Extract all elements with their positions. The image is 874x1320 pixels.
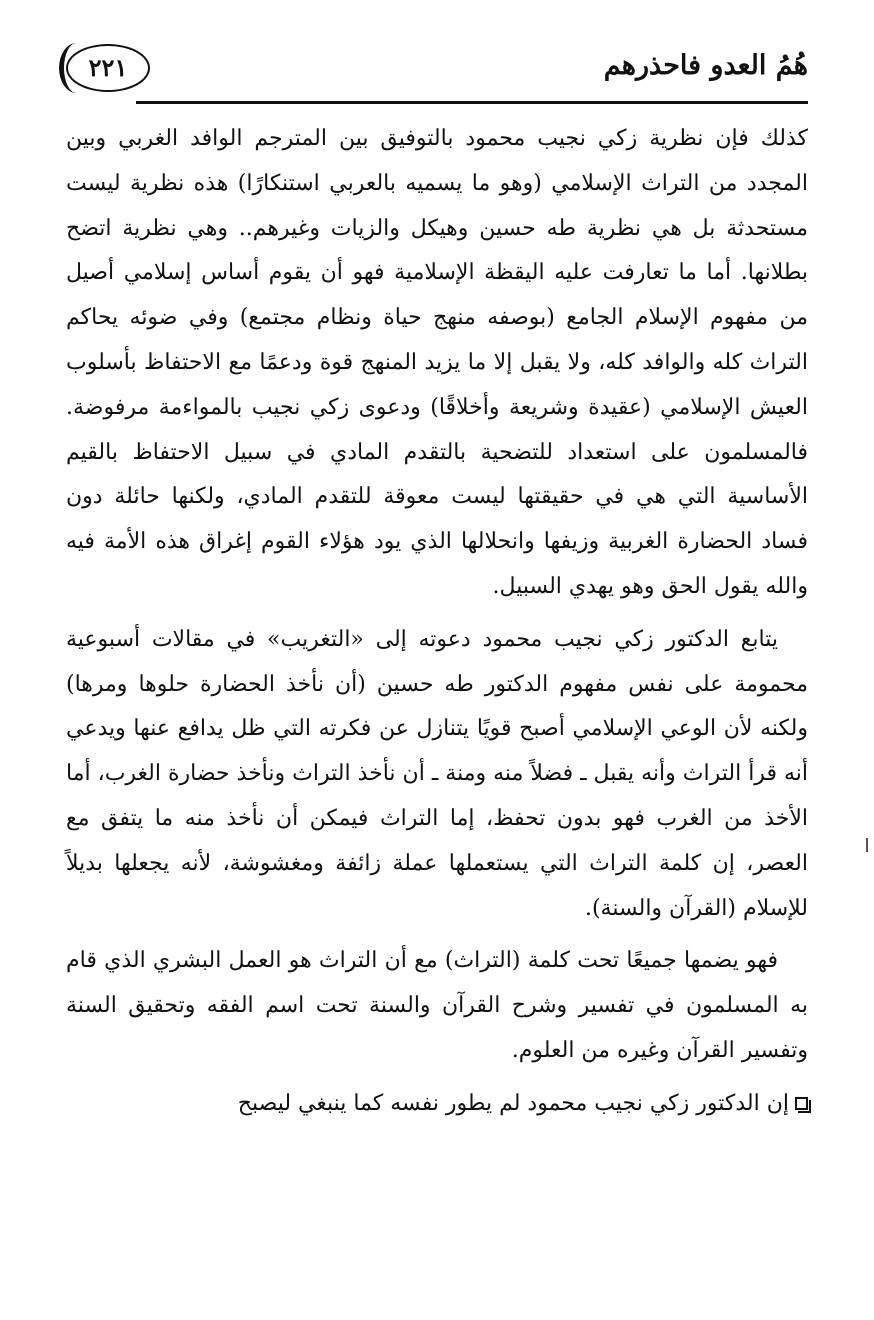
header-rule <box>136 101 808 104</box>
page-number-frame <box>66 44 150 92</box>
paragraph-2: يتابع الدكتور زكي نجيب محمود دعوته إلى «التغريب» في مقالات أسبوعية محمومة على نفس مفهوم الدكتور طه حسين (أن نأخذ الحضارة حلوها ومرها) ولكنه لأن الوعي الإسلامي أصبح قويًا يتنازل عن فكرته التي ظل يدافع عنها ويدعي أنه قرأ التراث وأنه يقبل ـ فضلاً منه ومنة ـ أن نأخذ التراث ونأخذ حضارة الغرب، أما الأخذ من الغرب فهو بدون تحفظ، إما التراث فيمكن أن نأخذ منه ما يتفق مع العصر، إن كلمة التراث التي يستعملها عملة زائفة ومغشوشة، لأنه يجعلها بديلاً للإسلام (القرآن والسنة). <box>66 626 808 921</box>
paragraph-3: فهو يضمها جميعًا تحت كلمة (التراث) مع أن التراث هو العمل البشري الذي قام به المسلمون في تفسير وشرح القرآن والسنة تحت اسم الفقه وتحقيق السنة وتفسير القرآن وغيره من العلوم. <box>66 948 808 1063</box>
margin-mark <box>866 838 868 852</box>
paragraph-4-text: إن الدكتور زكي نجيب محمود لم يطور نفسه كما ينبغي ليصبح <box>237 1090 789 1116</box>
paragraph-4 <box>66 1082 808 1127</box>
page-number: ٢٢١ <box>88 53 128 82</box>
square-bullet-icon <box>795 1097 808 1110</box>
page-header <box>66 40 808 104</box>
body-text <box>66 117 808 1135</box>
running-title: هُمُ العدو فاحذرهم <box>603 50 808 81</box>
paragraph-1: كذلك فإن نظرية زكي نجيب محمود بالتوفيق بين المترجم الوافد الغربي وبين المجدد من التراث الإسلامي (وهو ما يسميه بالعربي استنكارًا) هذه نظرية ليست مستحدثة بل هي نظرية طه حسين وهيكل والزيات وغيرهم.. وهي نظرية اتضح بطلانها. أما ما تعارفت عليه اليقظة الإسلامية فهو أن يقوم أساس إسلامي أصيل من مفهوم الإسلام الجامع (بوصفه منهج حياة ونظام مجتمع) وفي ضوئه يحاكم التراث كله والوافد كله، ولا يقبل إلا ما يزيد المنهج قوة ودعمًا مع الاحتفاظ بأسلوب العيش الإسلامي (عقيدة وشريعة وأخلاقًا) ودعوى زكي نجيب بالمواءمة مرفوضة. فالمسلمون على استعداد للتضحية بالتقدم المادي في سبيل الاحتفاظ بالقيم الأساسية التي هي في حقيقتها ليست معوقة للتقدم المادي، ولكنها حائلة دون فساد الحضارة الغربية وزيفها وانحلالها الذي يود هؤلاء القوم إغراق هذه الأمة فيه والله يقول الحق وهو يهدي السبيل. <box>66 126 808 599</box>
